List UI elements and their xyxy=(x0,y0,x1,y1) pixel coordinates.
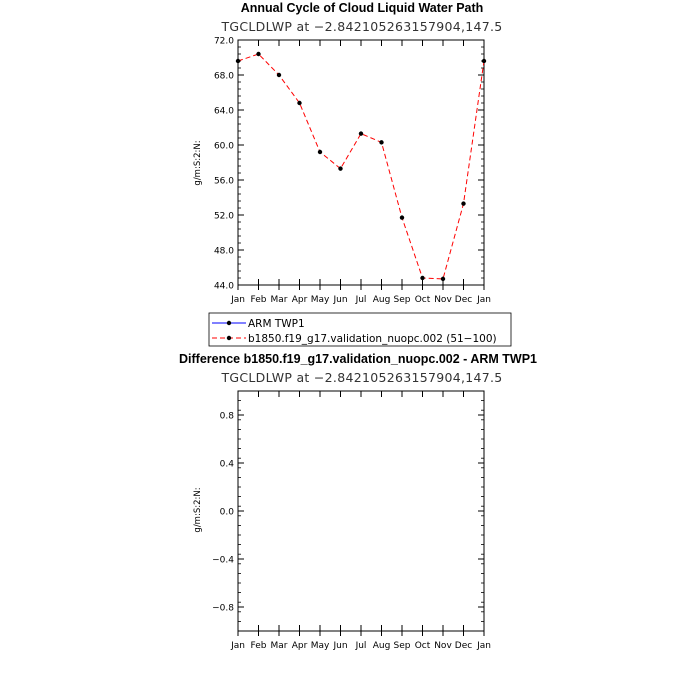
chart1-x-tick-label: Apr xyxy=(291,295,308,305)
chart1-series-2-point xyxy=(338,166,342,170)
chart2-x-tick-label: Apr xyxy=(291,641,308,651)
chart2-x-tick-label: Jan xyxy=(231,641,245,651)
chart1-series-2-point xyxy=(420,276,424,280)
chart1-series-2-point xyxy=(236,59,240,63)
chart1-x-tick-label: Jul xyxy=(355,295,367,305)
chart1-series-2-point xyxy=(318,150,322,154)
chart1-series-2-point xyxy=(400,215,404,219)
chart1-y-tick-label: 68.0 xyxy=(213,71,234,82)
chart1-y-tick-label: 64.0 xyxy=(213,106,234,117)
chart2-x-tick-label: Nov xyxy=(434,641,452,651)
chart2-y-tick-label: −0.4 xyxy=(212,555,234,566)
chart1-series-2-point xyxy=(256,52,260,56)
chart1-plot-area xyxy=(214,37,491,306)
legend-series-1-label: ARM TWP1 xyxy=(248,318,305,330)
chart1-y-tick-label: 48.0 xyxy=(213,246,234,257)
chart1-x-tick-label: Jan xyxy=(231,295,245,305)
chart1-x-tick-label: Jun xyxy=(333,295,348,305)
legend-series-2-label: b1850.f19_g17.validation_nuopc.002 (51−100) xyxy=(248,333,497,345)
chart1-title: Annual Cycle of Cloud Liquid Water Path xyxy=(240,1,484,15)
chart2-x-tick-label: Dec xyxy=(454,641,473,651)
chart1-series-2-point xyxy=(359,131,363,135)
chart1-x-tick-label: Feb xyxy=(250,295,267,305)
chart2-x-tick-label: Jul xyxy=(355,641,367,651)
chart1-series-2-point xyxy=(277,73,281,77)
chart2-x-tick-label: Aug xyxy=(372,641,391,651)
chart1-y-tick-label: 56.0 xyxy=(213,176,234,187)
chart1-y-tick-label: 72.0 xyxy=(213,36,234,47)
chart2-plot-area xyxy=(212,391,491,651)
chart1-series-2-point xyxy=(379,140,383,144)
chart1-x-tick-label: May xyxy=(310,295,330,305)
chart2-y-tick-label: −0.8 xyxy=(212,603,234,614)
chart1-subtitle: TGCLDLWP at −2.842105263157904,147.5 xyxy=(221,19,503,34)
chart1-x-tick-label: Aug xyxy=(372,295,391,305)
chart1-legend xyxy=(209,313,511,346)
chart2-y-tick-label: 0.8 xyxy=(219,411,234,422)
chart1-x-tick-label: Dec xyxy=(454,295,473,305)
chart2-title: Difference b1850.f19_g17.validation_nuopc.002 - ARM TWP1 xyxy=(179,352,537,366)
chart1-series-2-line xyxy=(238,54,484,279)
legend-series-1-marker xyxy=(227,321,231,325)
chart2-x-tick-label: Jun xyxy=(333,641,348,651)
chart1-y-tick-label: 60.0 xyxy=(213,141,234,152)
chart2-y-axis-label: g/m:S:2:N: xyxy=(193,487,203,533)
chart1-y-tick-label: 44.0 xyxy=(213,281,234,292)
chart2-x-tick-label: Feb xyxy=(250,641,267,651)
chart2-x-tick-label: Sep xyxy=(393,641,411,651)
chart1-x-tick-label: Jan xyxy=(477,295,491,305)
legend-series-2-marker xyxy=(227,336,231,340)
chart1-y-axis-label: g/m:S:2:N: xyxy=(193,140,203,186)
chart1-series-2-point xyxy=(482,59,486,63)
chart1-frame xyxy=(238,40,484,285)
chart2-x-tick-label: May xyxy=(310,641,330,651)
chart1-x-tick-label: Nov xyxy=(434,295,452,305)
chart2-subtitle: TGCLDLWP at −2.842105263157904,147.5 xyxy=(221,370,503,385)
chart2-x-tick-label: Mar xyxy=(270,641,288,651)
chart1-x-tick-label: Oct xyxy=(414,295,431,305)
chart2-x-tick-label: Jan xyxy=(477,641,491,651)
chart1-series-2-point xyxy=(461,201,465,205)
chart1-series-2-point xyxy=(441,277,445,281)
chart2-y-tick-label: 0.4 xyxy=(219,459,234,470)
chart1-series-2-point xyxy=(297,101,301,105)
chart2-y-tick-label: 0.0 xyxy=(219,507,234,518)
chart1-x-tick-label: Sep xyxy=(393,295,411,305)
chart2-frame xyxy=(238,391,484,631)
chart1-x-tick-label: Mar xyxy=(270,295,288,305)
chart1-y-tick-label: 52.0 xyxy=(213,211,234,222)
chart2-x-tick-label: Oct xyxy=(414,641,431,651)
